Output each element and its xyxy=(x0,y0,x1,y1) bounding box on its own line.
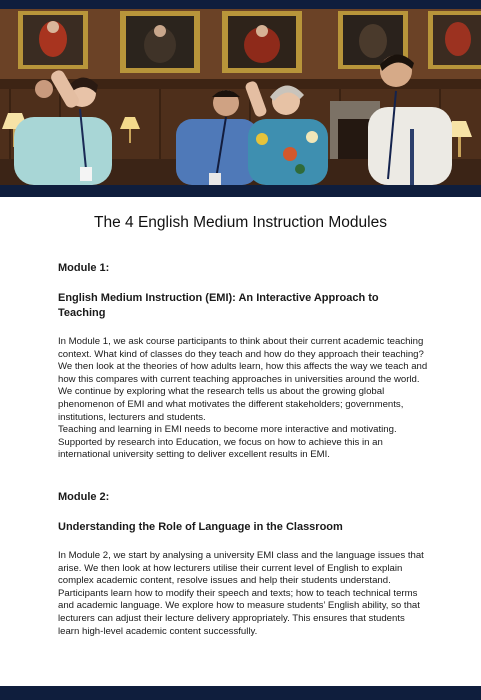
module-1-section xyxy=(58,262,428,462)
module-2-title: Understanding the Role of Language in the Classroom xyxy=(58,520,343,533)
header-photo xyxy=(0,9,481,185)
top-navy-band xyxy=(0,0,481,9)
module-1-heading: Module 1: xyxy=(58,262,110,274)
module-1-title: English Medium Instruction (EMI): An Interactive Approach to Teaching xyxy=(58,292,379,319)
module-2-paragraph-1: In Module 2, we start by analysing a university EMI class and the language issues that arise. We then look at how lecturers utilise their current level of English to explain complex academic content, resolve issues and help their students understand. Participants learn how to modify their speech and texts; how to teach technical terms and academic language. We explore how to measure students’ English ability, so that lecturers can adjust their lecture delivery appropriately. This ensures that students learn high-level academic content successfully. xyxy=(58,549,424,637)
module-1-paragraph-1: In Module 1, we ask course participants to think about their current academic teaching context. What kind of classes do they teach and how do they approach their teaching? We then look at the theories of how adults learn, how this affects the way we teach and how this compares with current teaching approaches in universities around the world. xyxy=(58,336,428,385)
module-2-section xyxy=(58,491,428,638)
module-1-paragraph-2: We continue by exploring what the research tells us about the growing global phenomenon of EMI and what motivates the different stakeholders; governments, institutions, lecturers and students. xyxy=(58,386,404,423)
module-1-paragraph-3: Teaching and learning in EMI needs to become more interactive and motivating. Supported by research into Education, we focus on how to achieve this in an international university setting to deliver excellent results in EMI. xyxy=(58,424,397,461)
document-title: The 4 English Medium Instruction Modules xyxy=(94,214,387,231)
module-list xyxy=(58,262,428,638)
module-2-heading: Module 2: xyxy=(58,490,110,503)
module-spacer xyxy=(58,462,428,491)
header-navy-strip xyxy=(0,185,481,197)
bottom-navy-band xyxy=(0,686,481,700)
